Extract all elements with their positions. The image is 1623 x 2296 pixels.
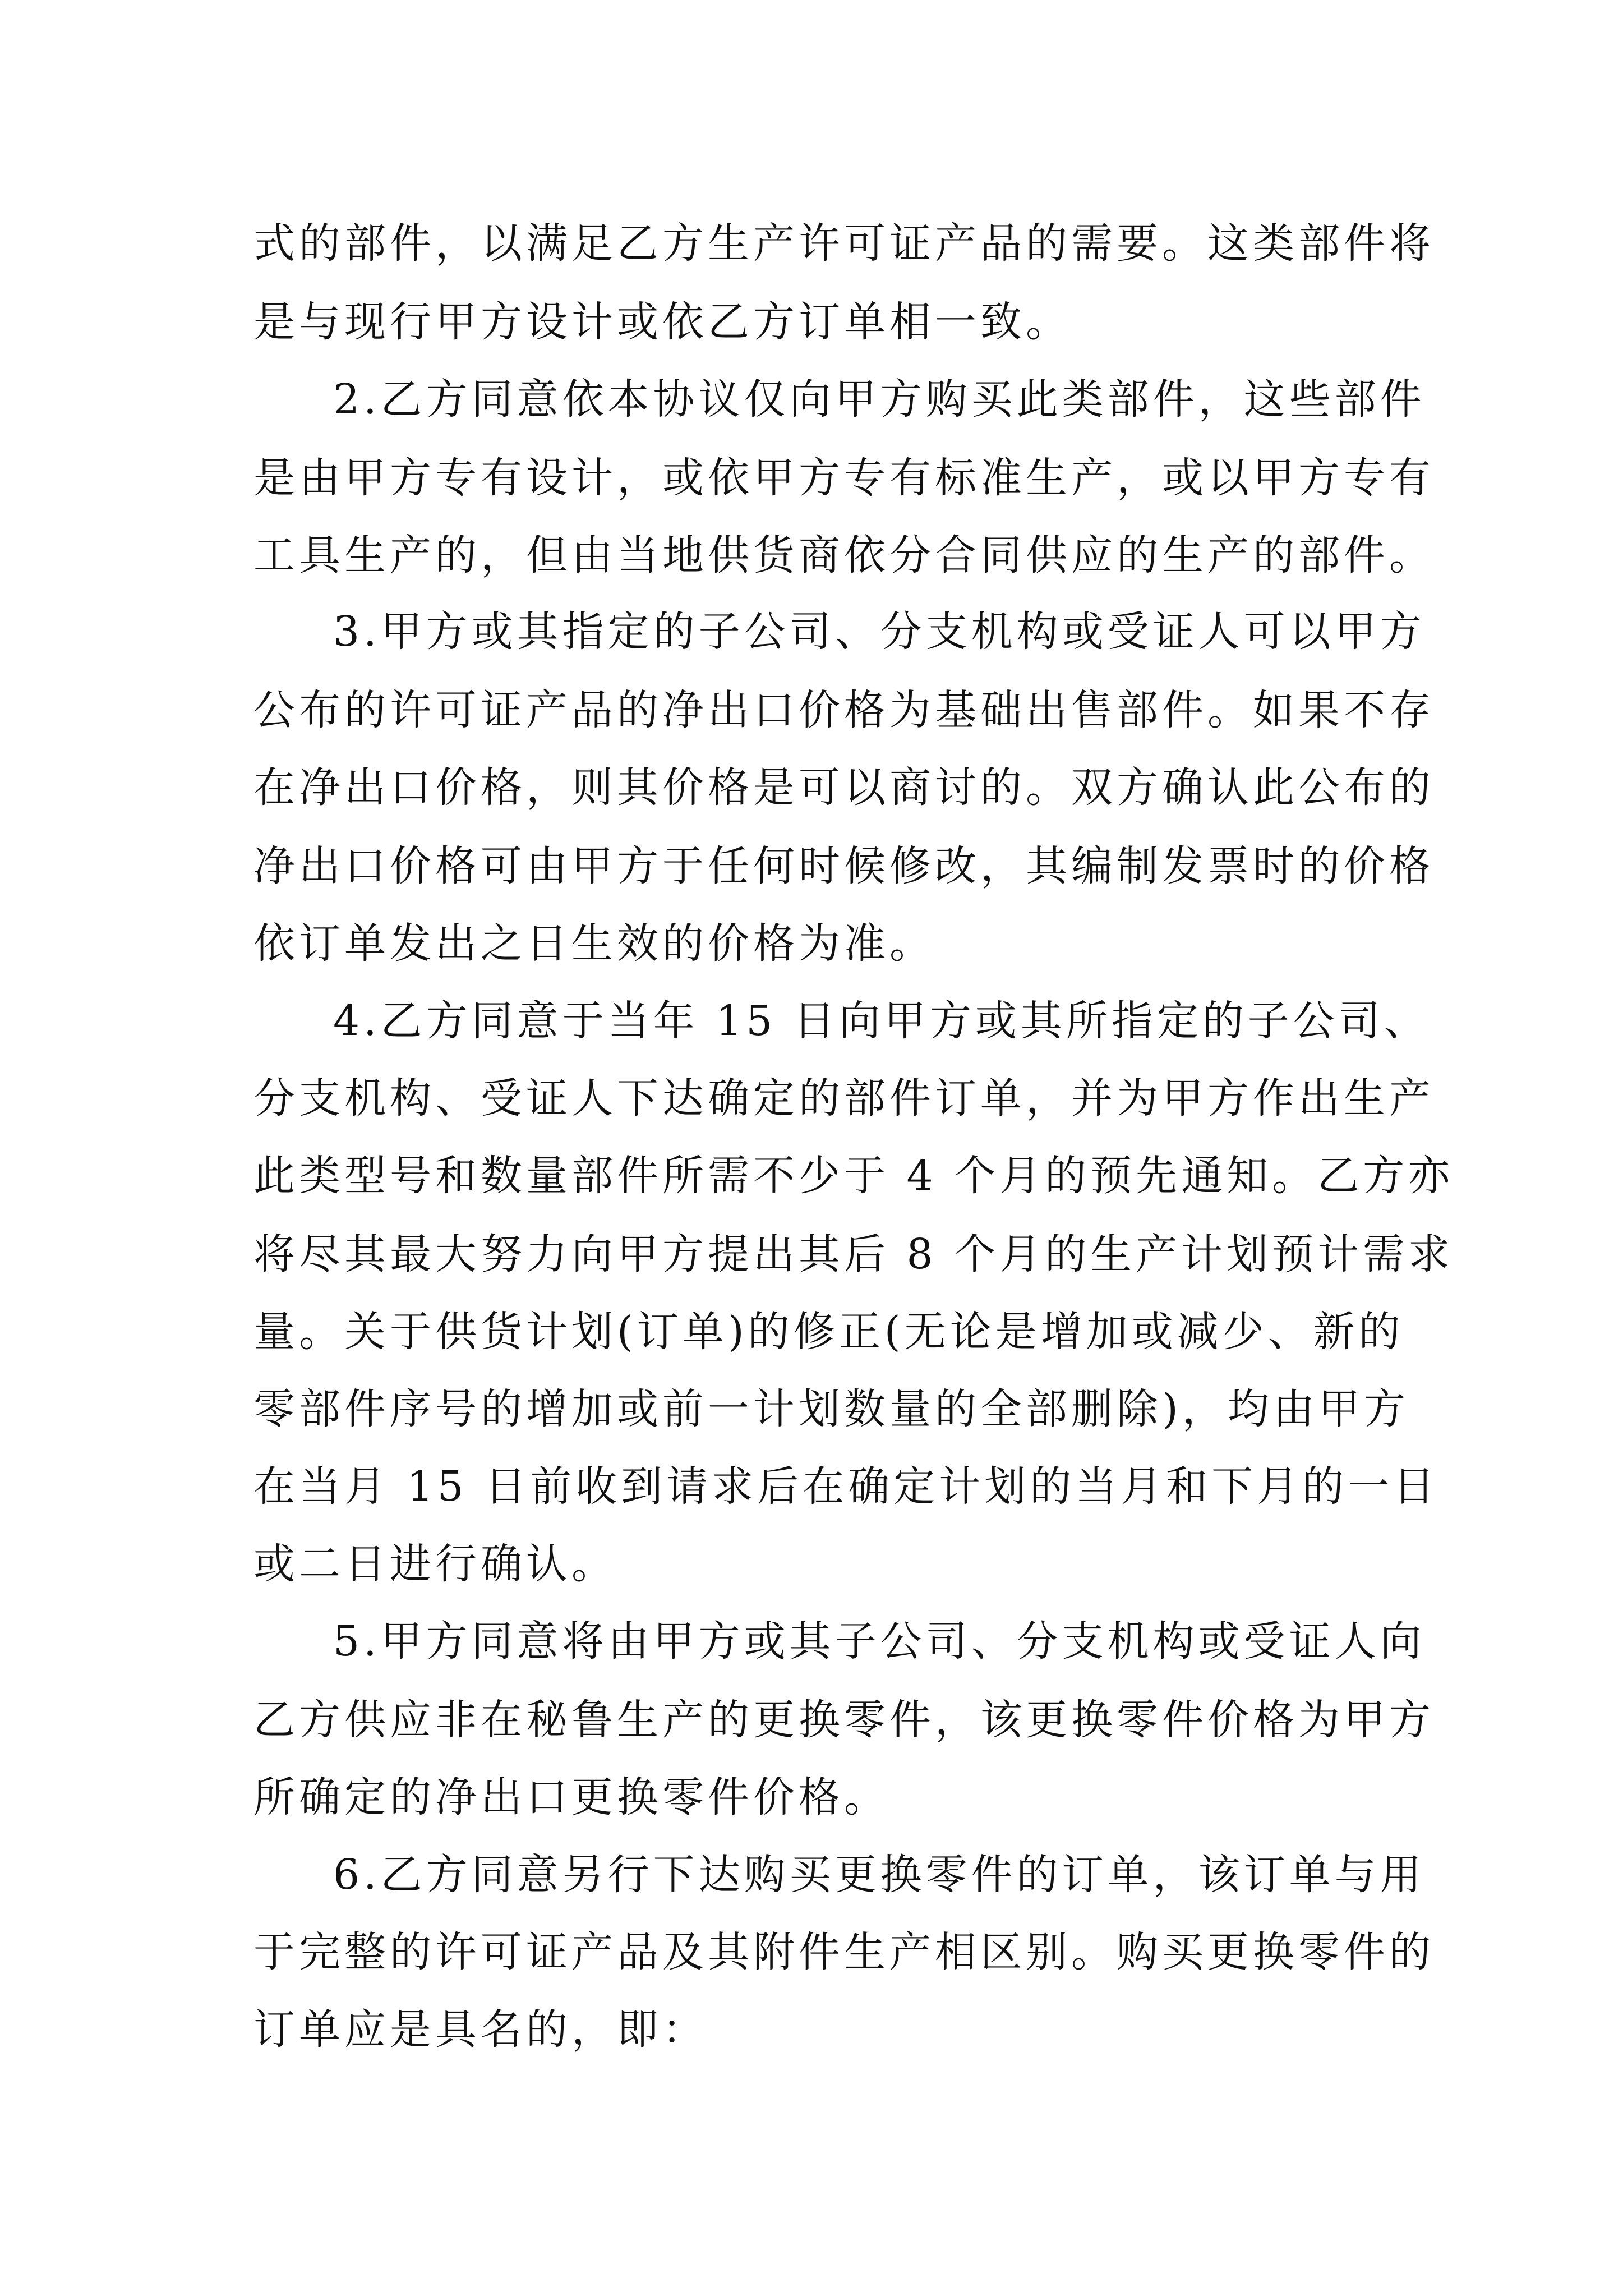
text-line: 依订单发出之日生效的价格为准。 xyxy=(253,919,935,968)
paragraph-4-start: 4.乙方同意于当年 15 日向甲方或其所指定的子公司、 xyxy=(333,997,1430,1045)
text-line: 量。关于供货计划(订单)的修正(无论是增加或减少、新的 xyxy=(253,1308,1404,1356)
text-line: 在当月 15 日前收到请求后在确定计划的当月和下月的一日 xyxy=(253,1462,1439,1511)
text-line: 式的部件，以满足乙方生产许可证产品的需要。这类部件将 xyxy=(253,219,1435,268)
text-line: 是与现行甲方设计或依乙方订单相一致。 xyxy=(253,298,1071,346)
text-line: 分支机构、受证人下达确定的部件订单，并为甲方作出生产 xyxy=(253,1074,1435,1122)
text-line: 将尽其最大努力向甲方提出其后 8 个月的生产计划预计需求 xyxy=(253,1230,1454,1278)
paragraph-3-start: 3.甲方或其指定的子公司、分支机构或受证人可以甲方 xyxy=(333,608,1426,656)
paragraph-6-start: 6.乙方同意另行下达购买更换零件的订单，该订单与用 xyxy=(333,1851,1426,1899)
text-line: 此类型号和数量部件所需不少于 4 个月的预先通知。乙方亦 xyxy=(253,1152,1454,1200)
text-line: 工具生产的，但由当地供货商依分合同供应的生产的部件。 xyxy=(253,531,1435,579)
text-line: 零部件序号的增加或前一计划数量的全部删除)，均由甲方 xyxy=(253,1385,1409,1433)
text-line: 净出口价格可由甲方于任何时候修改，其编制发票时的价格 xyxy=(253,842,1435,890)
text-line: 或二日进行确认。 xyxy=(253,1540,617,1588)
text-line: 订单应是具名的，即： xyxy=(253,2005,708,2054)
text-line: 在净出口价格，则其价格是可以商讨的。双方确认此公布的 xyxy=(253,763,1435,812)
text-line: 于完整的许可证产品及其附件生产相区别。购买更换零件的 xyxy=(253,1928,1435,1976)
paragraph-2-start: 2.乙方同意依本协议仅向甲方购买此类部件，这些部件 xyxy=(333,375,1426,424)
text-line: 所确定的净出口更换零件价格。 xyxy=(253,1773,889,1821)
text-line: 公布的许可证产品的净出口价格为基础出售部件。如果不存 xyxy=(253,686,1435,734)
text-line: 乙方供应非在秘鲁生产的更换零件，该更换零件价格为甲方 xyxy=(253,1696,1435,1744)
paragraph-5-start: 5.甲方同意将由甲方或其子公司、分支机构或受证人向 xyxy=(333,1617,1426,1665)
text-line: 是由甲方专有设计，或依甲方专有标准生产，或以甲方专有 xyxy=(253,454,1435,502)
